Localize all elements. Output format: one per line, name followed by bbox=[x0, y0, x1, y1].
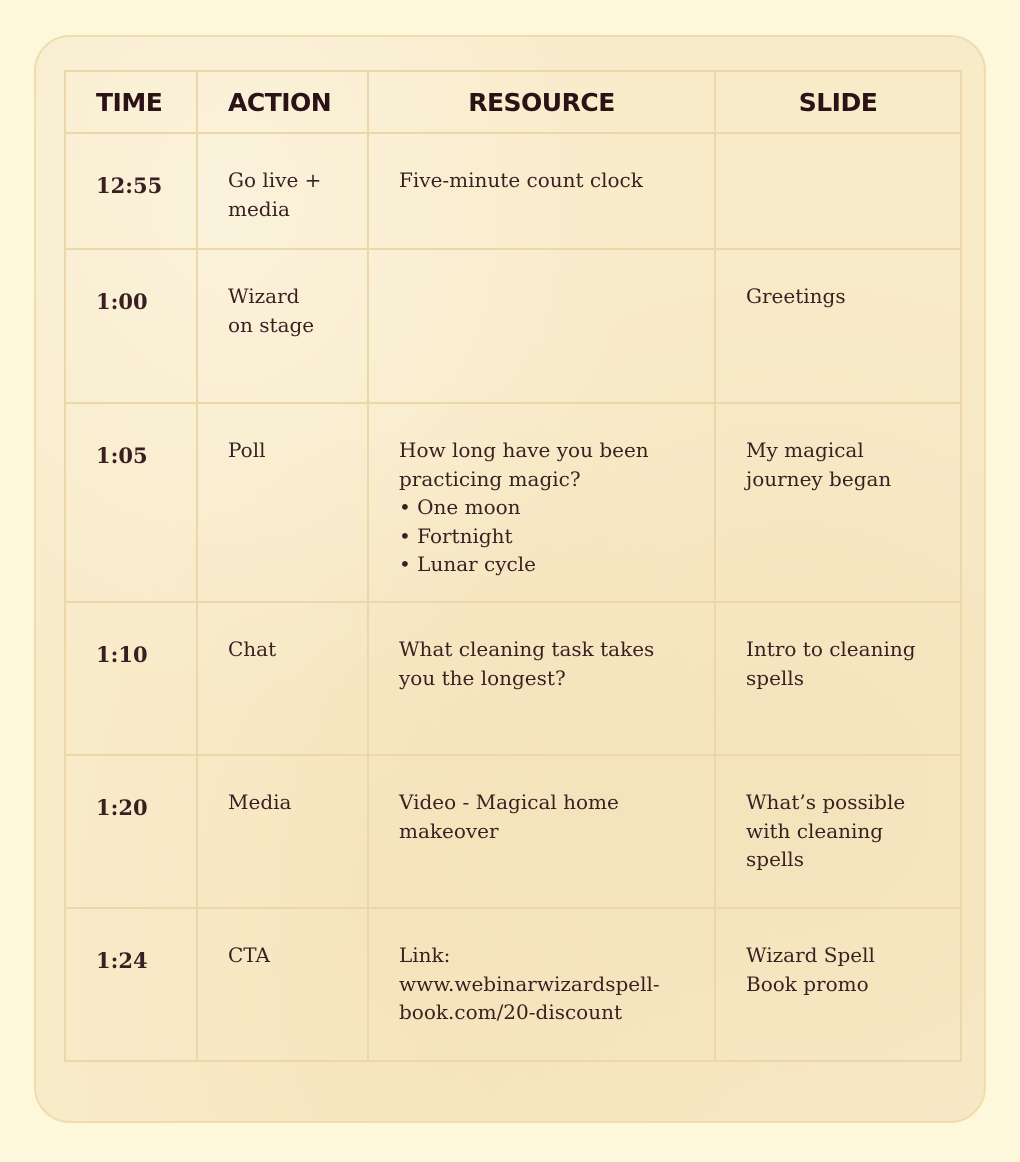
time-cell: 1:10 bbox=[65, 602, 197, 755]
resource-cell bbox=[368, 755, 715, 908]
action-cell bbox=[197, 908, 368, 1061]
poll-question-line: How long have you been bbox=[399, 438, 649, 462]
resource-line: What cleaning task takes bbox=[399, 637, 655, 661]
slide-cell bbox=[715, 755, 961, 908]
action-line: Media bbox=[228, 790, 292, 814]
resource-line: Link: bbox=[399, 943, 451, 967]
action-line: Poll bbox=[228, 438, 266, 462]
time-cell: 12:55 bbox=[65, 133, 197, 249]
resource-line: Video - Magical home bbox=[399, 790, 619, 814]
slide-line: spells bbox=[746, 847, 804, 871]
discount-link[interactable]: www.webinarwizardspell- bbox=[399, 971, 660, 996]
webinar-run-of-show-table bbox=[64, 70, 962, 1062]
action-cell bbox=[197, 403, 368, 602]
poll-option: • Lunar cycle bbox=[399, 550, 694, 579]
resource-line: you the longest? bbox=[399, 665, 566, 690]
action-line: Chat bbox=[228, 637, 277, 661]
table-row bbox=[65, 755, 961, 908]
slide-line: journey began bbox=[746, 466, 892, 491]
slide-cell bbox=[715, 403, 961, 602]
time-cell: 1:20 bbox=[65, 755, 197, 908]
table-row bbox=[65, 249, 961, 403]
action-line: CTA bbox=[228, 943, 270, 967]
slide-cell bbox=[715, 133, 961, 249]
slide-line: Intro to cleaning bbox=[746, 637, 916, 661]
time-cell: 1:00 bbox=[65, 249, 197, 403]
resource-cell bbox=[368, 249, 715, 403]
action-cell bbox=[197, 755, 368, 908]
slide-cell bbox=[715, 908, 961, 1061]
time-cell: 1:05 bbox=[65, 403, 197, 602]
header-slide: SLIDE bbox=[715, 71, 961, 133]
poll-question-line: practicing magic? bbox=[399, 466, 581, 491]
slide-cell bbox=[715, 602, 961, 755]
header-row bbox=[65, 71, 961, 133]
table-row bbox=[65, 602, 961, 755]
action-cell bbox=[197, 602, 368, 755]
poll-option: • One moon bbox=[399, 493, 694, 522]
header-action: ACTION bbox=[197, 71, 368, 133]
slide-line: What’s possible bbox=[746, 790, 906, 814]
action-line: Wizard bbox=[228, 284, 300, 308]
poll-options bbox=[399, 493, 694, 579]
slide-cell: Greetings bbox=[715, 249, 961, 403]
action-cell bbox=[197, 249, 368, 403]
slide-line: with cleaning bbox=[746, 818, 884, 843]
action-line: on stage bbox=[228, 312, 315, 337]
action-cell bbox=[197, 133, 368, 249]
resource-cell bbox=[368, 602, 715, 755]
slide-line: Wizard Spell bbox=[746, 943, 875, 967]
slide-line: spells bbox=[746, 665, 804, 690]
time-cell: 1:24 bbox=[65, 908, 197, 1061]
header-resource: RESOURCE bbox=[368, 71, 715, 133]
resource-cell bbox=[368, 908, 715, 1061]
header-time: TIME bbox=[65, 71, 197, 133]
resource-cell bbox=[368, 403, 715, 602]
discount-link[interactable]: book.com/20-discount bbox=[399, 1000, 623, 1024]
table-row bbox=[65, 908, 961, 1061]
table-row bbox=[65, 133, 961, 249]
poll-option: • Fortnight bbox=[399, 522, 694, 551]
action-line: media bbox=[228, 196, 290, 221]
table-row bbox=[65, 403, 961, 602]
slide-line: My magical bbox=[746, 438, 864, 462]
slide-line: Book promo bbox=[746, 971, 869, 996]
action-line: Go live + bbox=[228, 168, 322, 192]
resource-line: makeover bbox=[399, 818, 499, 843]
resource-cell: Five-minute count clock bbox=[368, 133, 715, 249]
